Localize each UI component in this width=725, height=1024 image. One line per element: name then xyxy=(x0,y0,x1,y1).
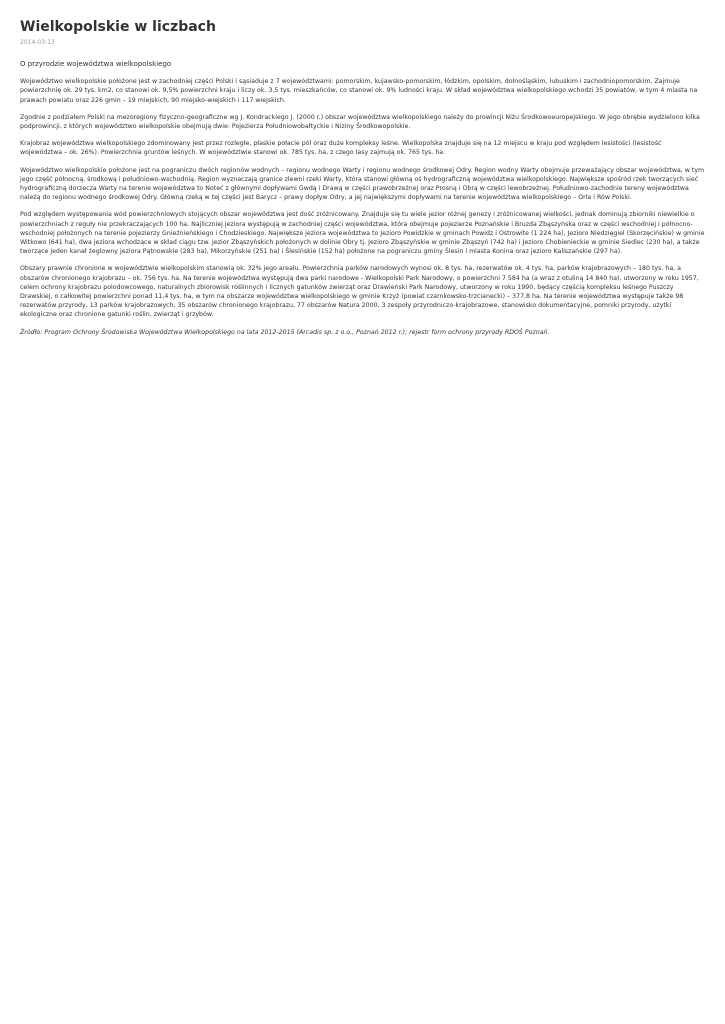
article-intro: O przyrodzie województwa wielkopolskiego xyxy=(20,60,172,68)
paragraph-lakes: Pod względem występowania wód powierzchniowych stojących obszar województwa jest dość zróżnicowany. Znajduje się tu wiele jezior różnej genezy i zróżnicowanej wielkości, jednak dominują zbiorniki niewielkie o powierzchniach z reguły nie przekraczających 100 ha. Najliczniej jeziora występują w zachodniej części województwa, która obejmuje pojezierze Poznańskie i Bruzda Zbąszyńska oraz w części wschodniej i północno-wschodniej położonych na terenie pojezierzy Gnieźnieńskiego i Chodzieskiego. Największe jeziora województwa to Jezioro Powidzkie w gminach Powidz i Ostrowite (1 224 ha), Jezioro Niedzięgiel (Skorzęcińskie) w gminie Witkowo (641 ha), dwa jeziora wchodzące w skład ciągu tzw. Jezior Zbąszyńskich położonych w dolinie Obry tj. Jezioro Zbąszyńskie w gminie Zbąszyń (742 ha) i Jezioro Chobienieckie w gminie Siedlec (230 ha), a także tworzące jeden kanał żeglowny jeziora Pątnowskie (283 ha), Mikorzyńskie (251 ha) i Ślesińskie (152 ha) położone na pograniczu gminy Ślesin i miasta Konina oraz jezioro Kaliszańskie (297 ha). xyxy=(20,211,705,256)
paragraph-landscape: Krajobraz województwa wielkopolskiego zdominowany jest przez rozległe, płaskie połacie pól oraz duże kompleksy leśne. Wielkopolska znajduje się na 12 miejscu w kraju pod względem lesistości (lesistość województwa – ok. 26%). Powierzchnia gruntów leśnych. W województwie stanowi ok. 785 tys. ha, z czego lasy zajmują ok. 765 tys. ha. xyxy=(20,140,662,157)
paragraph-protected-areas: Obszary prawnie chronione w województwie wielkopolskim stanowią ok. 32% jego areału. Powierzchnia parków narodowych wynosi ok. 8 tys. ha, rezerwatów ok. 4 tys. ha, parków krajobrazowych – 180 tys. ha, a obszarów chronionego krajobrazu – ok. 756 tys. ha. Na terenie województwa występują dwa parki narodowe - Wielkopolski Park Narodowy, o powierzchni 7 584 ha (a wraz z otuliną 14 840 ha), utworzony w roku 1957, celem ochrony krajobrazu polodowcowego, naturalnych zbiorowisk roślinnych i licznych gatunków zwierząt oraz Drawieński Park Narodowy, utworzony w roku 1990, będący częścią kompleksu leśnego Puszczy Drawskiej, o całkowitej powierzchni ponad 11,4 tys. ha, w tym na obszarze województwa wielkopolskiego w gminie Krzyż (powiat czarnkowsko-trzcianecki) – 377,8 ha. Na terenie województwa występuje także 98 rezerwatów przyrody, 13 parków krajobrazowych, 35 obszarów chronionego krajobrazu, 77 obszarów Natura 2000, 3 zespoły przyrodniczo-krajobrazowe, stanowisko dokumentacyjne, pomniki przyrody, użytki ekologiczne oraz chronione gatunki roślin, zwierząt i grzybów. xyxy=(20,265,699,319)
paragraph-location: Województwo wielkopolskie położone jest w zachodniej części Polski i sąsiaduje z 7 województwami: pomorskim, kujawsko-pomorskim, łódzkim, opolskim, dolnośląskim, lubuskim i zachodniopomorskim. Zajmuje powierzchnię ok. 29 tys. km2, co stanowi ok. 9,5% powierzchni kraju i liczy ok. 3,5 tys. mieszkańców, co stanowi ok. 9% ludności kraju. W skład województwa wielkopolskiego wchodzi 35 powiatów, w tym 4 miasta na prawach powiatu oraz 226 gmin – 19 miejskich, 90 miejsko-wiejskich i 117 wiejskich. xyxy=(20,78,698,104)
paragraph-water-regions: Województwo wielkopolskie położone jest na pograniczu dwóch regionów wodnych – regionu wodnego Warty i regionu wodnego środkowej Odry. Region wodny Warty obejmuje przeważający obszar województwa, w tym jego część północną, środkową i południowo-wschodnią. Region wyznaczają granice zlewni rzeki Warty, która stanowi główną oś hydrograficzną województwa wielkopolskiego. Największe spośród rzek tworzących sieć hydrograficzną dorzecza Warty na terenie województwa to Noteć z głównymi dopływami Gwdą i Drawą w części prawobrzeżnej oraz Prosną i Obrą w części lewobrzeżnej. Południowo-zachodnie tereny województwa należą do regionu wodnego środkowej Odry. Główną rzeką w tej części jest Barycz – prawy dopływ Odry, a jej największymi dopływami na terenie województwa wielkopolskiego – Orla i Rów Polski. xyxy=(20,166,705,202)
article-source: Źródło: Program Ochrony Środowiska Województwa Wielkopolskiego na lata 2012-2015 (Arcadis sp. z o.o., Poznań 2012 r.); rejestr form ochrony przyrody RDOŚ Poznań. xyxy=(20,328,550,336)
article-date: 2014-03-13 xyxy=(20,39,55,46)
article-title: Wielkopolskie w liczbach xyxy=(20,19,216,35)
paragraph-regions: Zgodnie z podziałem Polski na mezoregiony fizyczno-geograficzne wg J. Kondrackiego J. (2000 r.) obszar województwa wielkopolskiego należy do prowincji Niżu Środkowoeuropejskiego. W jego obrębie wydzielono kilka podprowincji, z których województwo wielkopolskie obejmują dwie: Pojezierza Południowobałtyckie i Niziny Środkowopolskie. xyxy=(20,113,700,131)
